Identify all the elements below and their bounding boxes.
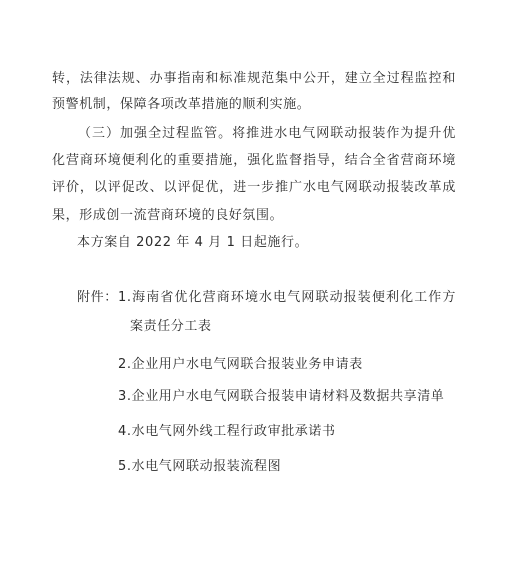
attachment-item: 5.水电气网联动报装流程图: [118, 459, 282, 474]
paragraph-line: （三）加强全过程监管。将推进水电气网联动报装作为提升优: [78, 126, 456, 141]
paragraph-line: 预警机制，保障各项改革措施的顺利实施。: [52, 97, 311, 112]
attachment-item: 4.水电气网外线工程行政审批承诺书: [118, 424, 336, 439]
paragraph-line: 评价，以评促改、以评促优，进一步推广水电气网联动报装改革成: [52, 180, 456, 195]
effective-date-line: 本方案自 2022 年 4 月 1 日起施行。: [77, 235, 309, 250]
paragraph-line: 化营商环境便利化的重要措施，强化监督指导，结合全省营商环境: [52, 153, 456, 168]
paragraph-line: 转，法律法规、办事指南和标准规范集中公开，建立全过程监控和: [52, 71, 456, 86]
attachment-item: 1.海南省优化营商环境水电气网联动报装便利化工作方: [118, 290, 456, 305]
attachment-item: 3.企业用户水电气网联合报装申请材料及数据共享清单: [118, 389, 445, 404]
attachments-label: 附件：: [77, 290, 118, 305]
paragraph-line: 果，形成创一流营商环境的良好氛围。: [52, 208, 284, 223]
attachment-item: 2.企业用户水电气网联合报装业务申请表: [118, 357, 363, 372]
attachment-item-continuation: 案责任分工表: [130, 319, 212, 334]
